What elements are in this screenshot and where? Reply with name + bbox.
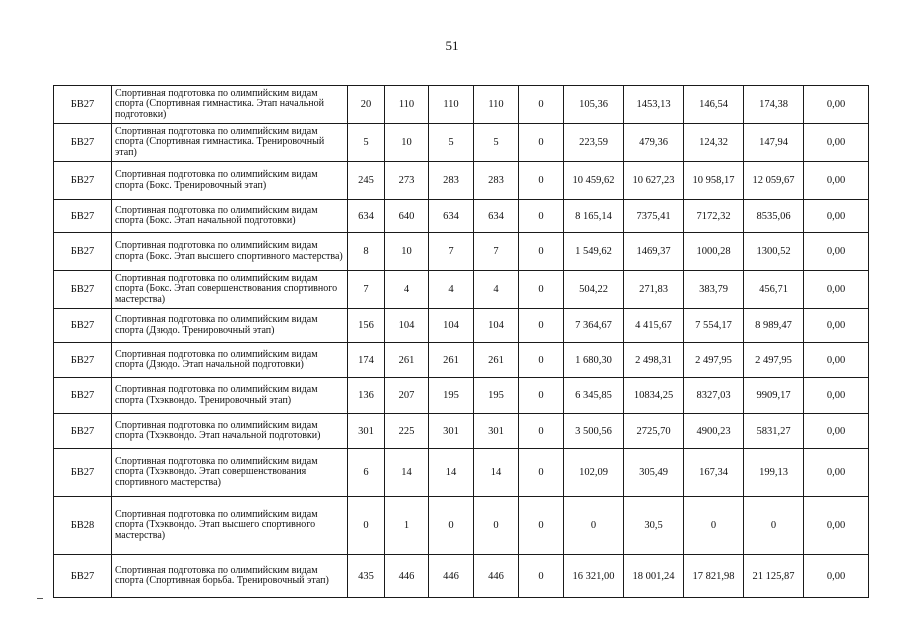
row-value-cell: 283 (429, 162, 474, 200)
row-value-cell: 199,13 (744, 449, 804, 497)
row-value-cell: 435 (348, 555, 385, 598)
row-value-cell: 207 (385, 378, 429, 414)
table-row (54, 200, 869, 233)
row-value-cell: 16 321,00 (564, 555, 624, 598)
table-body (54, 86, 869, 598)
row-value-cell: 261 (385, 343, 429, 378)
row-value-cell: 124,32 (684, 124, 744, 162)
row-value-cell: 1 (385, 497, 429, 555)
row-value-cell: 6 (348, 449, 385, 497)
row-value-cell: 4900,23 (684, 414, 744, 449)
row-value-cell: 0,00 (804, 497, 869, 555)
row-value-cell: 0 (429, 497, 474, 555)
row-value-cell: 271,83 (624, 271, 684, 309)
row-value-cell: 1000,28 (684, 233, 744, 271)
row-description-cell: Спортивная подготовка по олимпийским видам спорта (Бокс. Этап совершенствования спортивного мастерства) (112, 271, 348, 309)
row-value-cell: 8327,03 (684, 378, 744, 414)
row-value-cell: 0,00 (804, 378, 869, 414)
row-value-cell: 383,79 (684, 271, 744, 309)
scan-mark (37, 598, 43, 599)
row-value-cell: 0,00 (804, 343, 869, 378)
row-value-cell: 0 (519, 378, 564, 414)
row-description-cell: Спортивная подготовка по олимпийским видам спорта (Спортивная гимнастика. Тренировочный этап) (112, 124, 348, 162)
row-value-cell: 0,00 (804, 200, 869, 233)
row-value-cell: 261 (474, 343, 519, 378)
table-row (54, 86, 869, 124)
row-value-cell: 2 497,95 (684, 343, 744, 378)
row-value-cell: 7 364,67 (564, 309, 624, 343)
row-description-cell: Спортивная подготовка по олимпийским видам спорта (Бокс. Этап высшего спортивного мастерства) (112, 233, 348, 271)
row-value-cell: 4 (385, 271, 429, 309)
row-value-cell: 5 (474, 124, 519, 162)
row-value-cell: 0 (519, 271, 564, 309)
row-value-cell: 0 (519, 414, 564, 449)
row-value-cell: 104 (385, 309, 429, 343)
row-value-cell: 147,94 (744, 124, 804, 162)
row-code-cell: БВ27 (54, 309, 112, 343)
row-value-cell: 4 (429, 271, 474, 309)
row-value-cell: 1469,37 (624, 233, 684, 271)
row-value-cell: 102,09 (564, 449, 624, 497)
row-value-cell: 30,5 (624, 497, 684, 555)
row-value-cell: 0,00 (804, 124, 869, 162)
row-code-cell: БВ27 (54, 555, 112, 598)
row-code-cell: БВ27 (54, 200, 112, 233)
row-value-cell: 0 (744, 497, 804, 555)
row-value-cell: 301 (429, 414, 474, 449)
row-code-cell: БВ27 (54, 162, 112, 200)
row-description-cell: Спортивная подготовка по олимпийским видам спорта (Тхэквондо. Этап начальной подготовки) (112, 414, 348, 449)
row-value-cell: 146,54 (684, 86, 744, 124)
row-description-cell: Спортивная подготовка по олимпийским видам спорта (Тхэквондо. Этап высшего спортивного мастерства) (112, 497, 348, 555)
row-value-cell: 301 (474, 414, 519, 449)
table-row (54, 162, 869, 200)
row-value-cell: 2 497,95 (744, 343, 804, 378)
row-value-cell: 7 (348, 271, 385, 309)
row-value-cell: 195 (429, 378, 474, 414)
row-value-cell: 3 500,56 (564, 414, 624, 449)
row-value-cell: 223,59 (564, 124, 624, 162)
row-description-cell: Спортивная подготовка по олимпийским видам спорта (Спортивная гимнастика. Этап начальной подготовки) (112, 86, 348, 124)
row-value-cell: 456,71 (744, 271, 804, 309)
table-row (54, 378, 869, 414)
row-value-cell: 18 001,24 (624, 555, 684, 598)
row-value-cell: 7375,41 (624, 200, 684, 233)
row-value-cell: 0 (519, 343, 564, 378)
row-description-cell: Спортивная подготовка по олимпийским видам спорта (Дзюдо. Этап начальной подготовки) (112, 343, 348, 378)
row-value-cell: 10 627,23 (624, 162, 684, 200)
row-value-cell: 14 (429, 449, 474, 497)
row-value-cell: 0 (519, 124, 564, 162)
row-value-cell: 110 (474, 86, 519, 124)
row-value-cell: 195 (474, 378, 519, 414)
row-value-cell: 634 (474, 200, 519, 233)
row-value-cell: 14 (385, 449, 429, 497)
row-code-cell: БВ28 (54, 497, 112, 555)
row-value-cell: 12 059,67 (744, 162, 804, 200)
row-value-cell: 0,00 (804, 414, 869, 449)
row-value-cell: 104 (429, 309, 474, 343)
row-value-cell: 10 459,62 (564, 162, 624, 200)
table-row (54, 124, 869, 162)
row-value-cell: 0,00 (804, 86, 869, 124)
row-value-cell: 283 (474, 162, 519, 200)
row-value-cell: 17 821,98 (684, 555, 744, 598)
row-description-cell: Спортивная подготовка по олимпийским видам спорта (Бокс. Тренировочный этап) (112, 162, 348, 200)
row-value-cell: 8535,06 (744, 200, 804, 233)
row-value-cell: 1 549,62 (564, 233, 624, 271)
row-value-cell: 301 (348, 414, 385, 449)
row-value-cell: 8 165,14 (564, 200, 624, 233)
row-value-cell: 7 554,17 (684, 309, 744, 343)
row-description-cell: Спортивная подготовка по олимпийским видам спорта (Дзюдо. Тренировочный этап) (112, 309, 348, 343)
row-value-cell: 0 (519, 555, 564, 598)
row-value-cell: 446 (429, 555, 474, 598)
row-value-cell: 7 (474, 233, 519, 271)
page-number: 51 (445, 38, 459, 53)
row-value-cell: 174 (348, 343, 385, 378)
row-code-cell: БВ27 (54, 86, 112, 124)
row-value-cell: 5 (348, 124, 385, 162)
row-description-cell: Спортивная подготовка по олимпийским видам спорта (Тхэквондо. Этап совершенствования спортивного мастерства) (112, 449, 348, 497)
row-value-cell: 1 680,30 (564, 343, 624, 378)
table-row (54, 555, 869, 598)
row-value-cell: 174,38 (744, 86, 804, 124)
row-value-cell: 8 (348, 233, 385, 271)
row-code-cell: БВ27 (54, 449, 112, 497)
row-code-cell: БВ27 (54, 378, 112, 414)
row-value-cell: 0 (519, 233, 564, 271)
row-value-cell: 2725,70 (624, 414, 684, 449)
row-value-cell: 0,00 (804, 555, 869, 598)
row-value-cell: 245 (348, 162, 385, 200)
row-value-cell: 156 (348, 309, 385, 343)
row-value-cell: 1453,13 (624, 86, 684, 124)
row-value-cell: 446 (385, 555, 429, 598)
row-value-cell: 7 (429, 233, 474, 271)
row-description-cell: Спортивная подготовка по олимпийским видам спорта (Тхэквондо. Тренировочный этап) (112, 378, 348, 414)
row-value-cell: 0 (519, 449, 564, 497)
row-value-cell: 0 (519, 162, 564, 200)
row-value-cell: 9909,17 (744, 378, 804, 414)
row-value-cell: 225 (385, 414, 429, 449)
table-row (54, 449, 869, 497)
row-value-cell: 640 (385, 200, 429, 233)
row-value-cell: 10834,25 (624, 378, 684, 414)
row-value-cell: 5831,27 (744, 414, 804, 449)
row-value-cell: 110 (385, 86, 429, 124)
row-value-cell: 0,00 (804, 271, 869, 309)
row-value-cell: 305,49 (624, 449, 684, 497)
table-row (54, 343, 869, 378)
row-value-cell: 0 (564, 497, 624, 555)
row-value-cell: 20 (348, 86, 385, 124)
row-value-cell: 0,00 (804, 309, 869, 343)
row-value-cell: 0 (519, 200, 564, 233)
table-row (54, 414, 869, 449)
row-value-cell: 0,00 (804, 162, 869, 200)
row-value-cell: 504,22 (564, 271, 624, 309)
row-value-cell: 21 125,87 (744, 555, 804, 598)
row-value-cell: 0 (519, 309, 564, 343)
row-value-cell: 104 (474, 309, 519, 343)
row-code-cell: БВ27 (54, 233, 112, 271)
row-value-cell: 634 (348, 200, 385, 233)
row-value-cell: 634 (429, 200, 474, 233)
row-value-cell: 4 (474, 271, 519, 309)
row-value-cell: 273 (385, 162, 429, 200)
row-value-cell: 105,36 (564, 86, 624, 124)
budget-table (53, 85, 869, 598)
row-value-cell: 6 345,85 (564, 378, 624, 414)
row-value-cell: 4 415,67 (624, 309, 684, 343)
row-value-cell: 14 (474, 449, 519, 497)
row-code-cell: БВ27 (54, 343, 112, 378)
row-value-cell: 479,36 (624, 124, 684, 162)
row-value-cell: 0 (348, 497, 385, 555)
row-value-cell: 0 (519, 497, 564, 555)
table-row (54, 233, 869, 271)
row-code-cell: БВ27 (54, 124, 112, 162)
row-value-cell: 7172,32 (684, 200, 744, 233)
table-row (54, 497, 869, 555)
row-value-cell: 10 (385, 233, 429, 271)
row-value-cell: 10 (385, 124, 429, 162)
row-value-cell: 0,00 (804, 449, 869, 497)
row-value-cell: 8 989,47 (744, 309, 804, 343)
row-value-cell: 10 958,17 (684, 162, 744, 200)
table-row (54, 309, 869, 343)
row-value-cell: 167,34 (684, 449, 744, 497)
row-value-cell: 0 (684, 497, 744, 555)
row-description-cell: Спортивная подготовка по олимпийским видам спорта (Спортивная борьба. Тренировочный этап) (112, 555, 348, 598)
row-description-cell: Спортивная подготовка по олимпийским видам спорта (Бокс. Этап начальной подготовки) (112, 200, 348, 233)
row-value-cell: 110 (429, 86, 474, 124)
row-value-cell: 0 (519, 86, 564, 124)
row-value-cell: 1300,52 (744, 233, 804, 271)
table-row (54, 271, 869, 309)
row-code-cell: БВ27 (54, 414, 112, 449)
row-value-cell: 261 (429, 343, 474, 378)
row-value-cell: 2 498,31 (624, 343, 684, 378)
row-value-cell: 136 (348, 378, 385, 414)
row-value-cell: 446 (474, 555, 519, 598)
row-code-cell: БВ27 (54, 271, 112, 309)
row-value-cell: 0 (474, 497, 519, 555)
row-value-cell: 5 (429, 124, 474, 162)
row-value-cell: 0,00 (804, 233, 869, 271)
